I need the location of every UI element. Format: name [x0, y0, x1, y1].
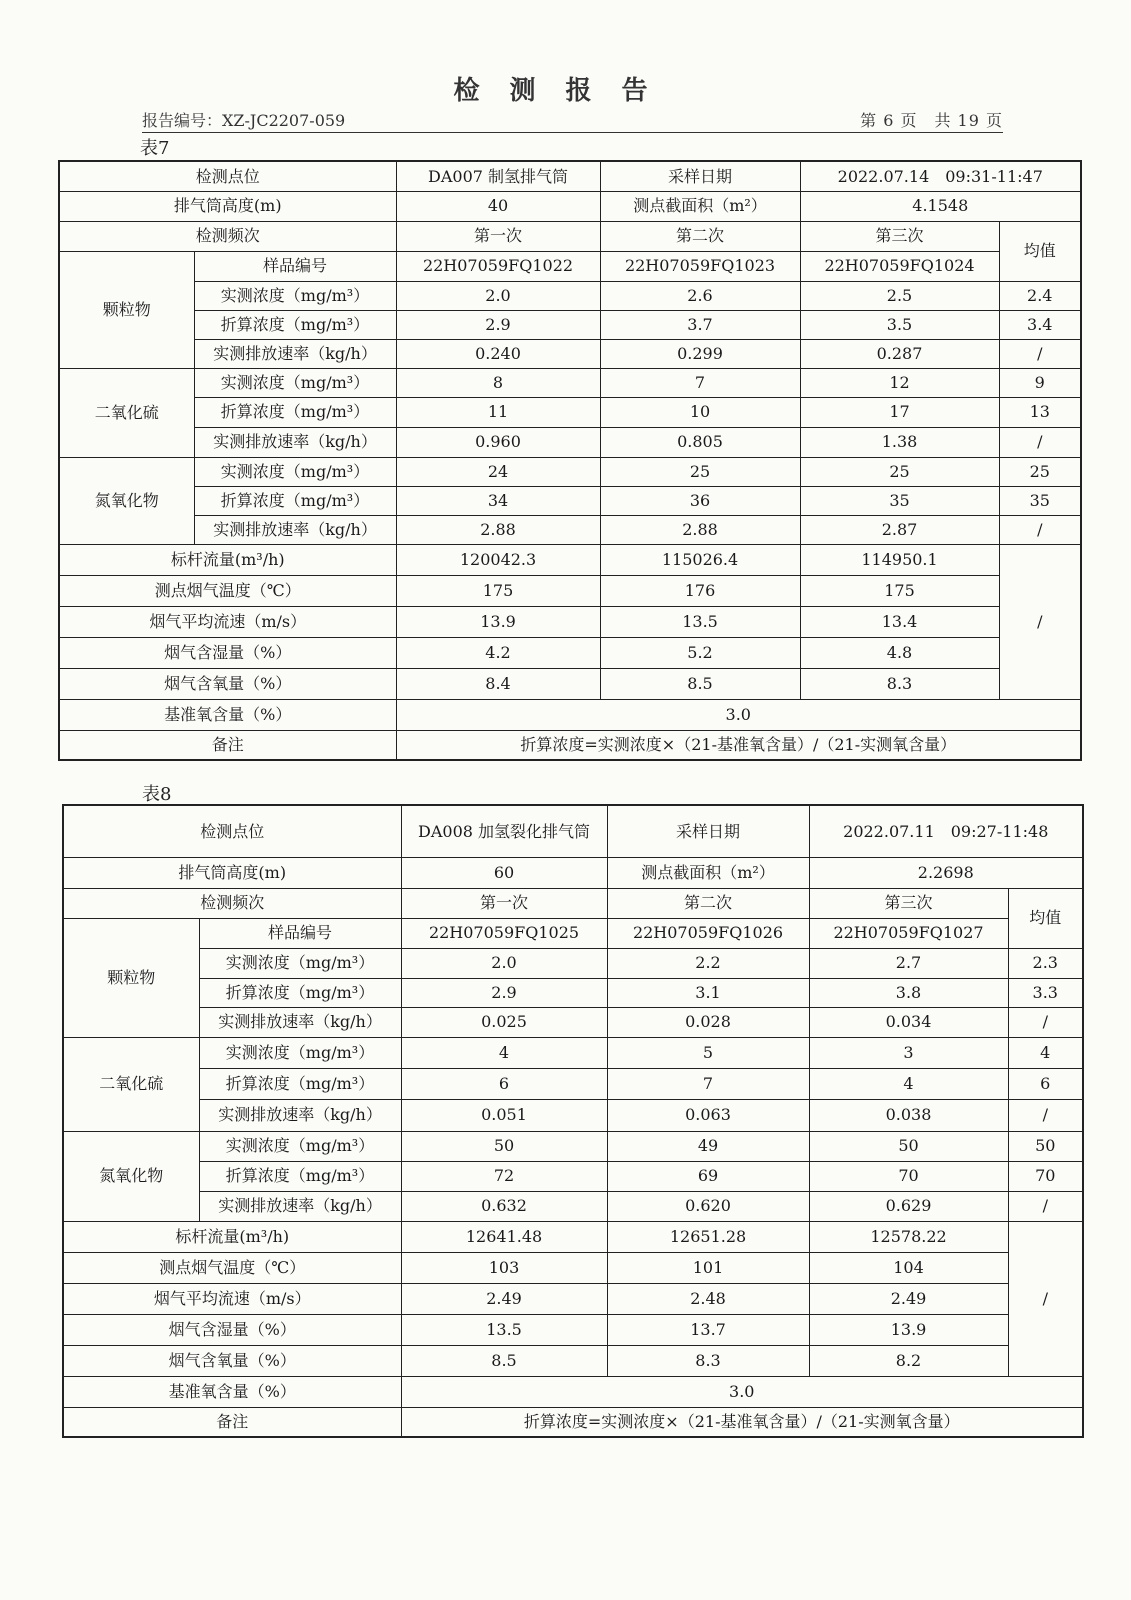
- cell: 25: [800, 457, 999, 486]
- label-avg: 均值: [1008, 888, 1083, 948]
- point-value: DA007 制氢排气筒: [396, 161, 600, 191]
- cell: 72: [401, 1161, 607, 1191]
- label-conv: 折算浓度（mg/m³）: [194, 310, 396, 339]
- table-8-label: 表8: [142, 784, 172, 805]
- label-second: 第二次: [600, 221, 800, 251]
- cell: 12641.48: [401, 1221, 607, 1252]
- cell: 5.2: [600, 637, 800, 668]
- cell: 175: [396, 575, 600, 606]
- cell: 2.0: [396, 281, 600, 310]
- label-so2: 二氧化硫: [59, 368, 194, 457]
- cell: 0.632: [401, 1191, 607, 1221]
- page-number: 第 6 页 共 19 页: [860, 111, 1003, 130]
- report-number: 报告编号：XZ-JC2207-059: [142, 111, 346, 130]
- label-rate: 实测排放速率（kg/h）: [194, 515, 396, 544]
- cell: /: [1008, 1099, 1083, 1131]
- cell: 6: [1008, 1068, 1083, 1099]
- sample-3: 22H07059FQ1024: [800, 251, 999, 281]
- cell: 2.88: [396, 515, 600, 544]
- label-avg: 均值: [999, 221, 1081, 281]
- label-freq: 检测频次: [59, 221, 396, 251]
- label-conc: 实测浓度（mg/m³）: [199, 1131, 401, 1161]
- cell: 70: [1008, 1161, 1083, 1191]
- label-speed: 烟气平均流速（m/s）: [63, 1283, 401, 1314]
- cell: 5: [607, 1037, 809, 1068]
- cell: 69: [607, 1161, 809, 1191]
- label-point: 检测点位: [59, 161, 396, 191]
- cell: 50: [401, 1131, 607, 1161]
- label-rate: 实测排放速率（kg/h）: [199, 1099, 401, 1131]
- cell: 120042.3: [396, 544, 600, 575]
- label-pm: 颗粒物: [59, 251, 194, 368]
- cell: 2.9: [396, 310, 600, 339]
- area-value: 2.2698: [809, 857, 1083, 888]
- cell: 2.49: [809, 1283, 1008, 1314]
- label-flow: 标杆流量(m³/h): [63, 1221, 401, 1252]
- label-conc: 实测浓度（mg/m³）: [194, 281, 396, 310]
- cell: 0.025: [401, 1007, 607, 1037]
- table-8: [62, 804, 1084, 1438]
- sample-1: 22H07059FQ1025: [401, 918, 607, 948]
- label-rate: 实测排放速率（kg/h）: [194, 339, 396, 368]
- label-height: 排气筒高度(m): [59, 191, 396, 221]
- cell: 8.2: [809, 1345, 1008, 1376]
- label-second: 第二次: [607, 888, 809, 918]
- cell: /: [999, 515, 1081, 544]
- page-title: 检测报告: [453, 76, 678, 106]
- cell: 13: [999, 397, 1081, 427]
- date-value: 2022.07.14 09:31-11:47: [800, 161, 1081, 191]
- cell: 0.287: [800, 339, 999, 368]
- cell: 25: [600, 457, 800, 486]
- cell: 25: [999, 457, 1081, 486]
- label-rate: 实测排放速率（kg/h）: [194, 427, 396, 457]
- label-third: 第三次: [809, 888, 1008, 918]
- cell: 2.49: [401, 1283, 607, 1314]
- label-conv: 折算浓度（mg/m³）: [199, 978, 401, 1007]
- cell: /: [999, 339, 1081, 368]
- label-conc: 实测浓度（mg/m³）: [199, 948, 401, 978]
- label-conc: 实测浓度（mg/m³）: [194, 457, 396, 486]
- cell: /: [1008, 1191, 1083, 1221]
- label-height: 排气筒高度(m): [63, 857, 401, 888]
- cell: 3.1: [607, 978, 809, 1007]
- cell: 13.4: [800, 606, 999, 637]
- sample-2: 22H07059FQ1023: [600, 251, 800, 281]
- cell: /: [1008, 1007, 1083, 1037]
- cell: 0.063: [607, 1099, 809, 1131]
- label-ref-oxy: 基准氧含量（%）: [59, 699, 396, 730]
- label-so2: 二氧化硫: [63, 1037, 199, 1131]
- cell: 2.4: [999, 281, 1081, 310]
- cell: 0.620: [607, 1191, 809, 1221]
- point-value: DA008 加氢裂化排气筒: [401, 805, 607, 857]
- label-conv: 折算浓度（mg/m³）: [199, 1068, 401, 1099]
- cell: 2.87: [800, 515, 999, 544]
- label-moist: 烟气含湿量（%）: [63, 1314, 401, 1345]
- cell: 7: [600, 368, 800, 397]
- label-sample-no: 样品编号: [194, 251, 396, 281]
- table-7-label: 表7: [140, 138, 170, 159]
- cell: 2.6: [600, 281, 800, 310]
- cell: 35: [999, 486, 1081, 515]
- label-conv: 折算浓度（mg/m³）: [194, 397, 396, 427]
- cell: 4: [401, 1037, 607, 1068]
- label-rate: 实测排放速率（kg/h）: [199, 1191, 401, 1221]
- cell: 8.4: [396, 668, 600, 699]
- cell: 1.38: [800, 427, 999, 457]
- area-value: 4.1548: [800, 191, 1081, 221]
- cell: 2.88: [600, 515, 800, 544]
- misc-avg: /: [999, 544, 1081, 699]
- label-moist: 烟气含湿量（%）: [59, 637, 396, 668]
- cell: 13.9: [809, 1314, 1008, 1345]
- cell: 17: [800, 397, 999, 427]
- cell: 12651.28: [607, 1221, 809, 1252]
- cell: 11: [396, 397, 600, 427]
- cell: 2.7: [809, 948, 1008, 978]
- label-temp: 测点烟气温度（℃）: [59, 575, 396, 606]
- cell: 104: [809, 1252, 1008, 1283]
- cell: 2.48: [607, 1283, 809, 1314]
- cell: 24: [396, 457, 600, 486]
- label-nox: 氮氧化物: [63, 1131, 199, 1221]
- label-nox: 氮氧化物: [59, 457, 194, 544]
- cell: 103: [401, 1252, 607, 1283]
- report-header: [142, 108, 1003, 133]
- cell: 0.960: [396, 427, 600, 457]
- cell: 0.034: [809, 1007, 1008, 1037]
- note-value: 折算浓度=实测浓度×（21-基准氧含量）/（21-实测氧含量）: [396, 730, 1081, 760]
- label-point: 检测点位: [63, 805, 401, 857]
- cell: 36: [600, 486, 800, 515]
- label-conv: 折算浓度（mg/m³）: [199, 1161, 401, 1191]
- cell: 13.7: [607, 1314, 809, 1345]
- label-first: 第一次: [396, 221, 600, 251]
- label-sample-no: 样品编号: [199, 918, 401, 948]
- cell: 50: [1008, 1131, 1083, 1161]
- cell: 175: [800, 575, 999, 606]
- cell: 12578.22: [809, 1221, 1008, 1252]
- cell: 8.5: [600, 668, 800, 699]
- cell: 4: [809, 1068, 1008, 1099]
- cell: 0.051: [401, 1099, 607, 1131]
- cell: 4.8: [800, 637, 999, 668]
- date-value: 2022.07.11 09:27-11:48: [809, 805, 1083, 857]
- cell: 0.240: [396, 339, 600, 368]
- label-temp: 测点烟气温度（℃）: [63, 1252, 401, 1283]
- cell: 0.038: [809, 1099, 1008, 1131]
- label-freq: 检测频次: [63, 888, 401, 918]
- cell: 13.9: [396, 606, 600, 637]
- cell: 49: [607, 1131, 809, 1161]
- sample-3: 22H07059FQ1027: [809, 918, 1008, 948]
- label-date: 采样日期: [600, 161, 800, 191]
- cell: 176: [600, 575, 800, 606]
- height-value: 40: [396, 191, 600, 221]
- cell: 115026.4: [600, 544, 800, 575]
- cell: 7: [607, 1068, 809, 1099]
- label-pm: 颗粒物: [63, 918, 199, 1037]
- sample-2: 22H07059FQ1026: [607, 918, 809, 948]
- cell: 8.3: [607, 1345, 809, 1376]
- cell: 3.3: [1008, 978, 1083, 1007]
- cell: 8.5: [401, 1345, 607, 1376]
- cell: 3: [809, 1037, 1008, 1068]
- label-date: 采样日期: [607, 805, 809, 857]
- cell: 9: [999, 368, 1081, 397]
- cell: 0.629: [809, 1191, 1008, 1221]
- label-oxy: 烟气含氧量（%）: [63, 1345, 401, 1376]
- label-conc: 实测浓度（mg/m³）: [194, 368, 396, 397]
- cell: 13.5: [401, 1314, 607, 1345]
- cell: 3.4: [999, 310, 1081, 339]
- cell: 10: [600, 397, 800, 427]
- cell: 2.3: [1008, 948, 1083, 978]
- cell: 35: [800, 486, 999, 515]
- cell: 8.3: [800, 668, 999, 699]
- cell: 34: [396, 486, 600, 515]
- label-note: 备注: [63, 1407, 401, 1437]
- misc-avg: /: [1008, 1221, 1083, 1376]
- cell: 4: [1008, 1037, 1083, 1068]
- label-rate: 实测排放速率（kg/h）: [199, 1007, 401, 1037]
- cell: 8: [396, 368, 600, 397]
- cell: 0.299: [600, 339, 800, 368]
- height-value: 60: [401, 857, 607, 888]
- label-third: 第三次: [800, 221, 999, 251]
- label-flow: 标杆流量(m³/h): [59, 544, 396, 575]
- table-7: [58, 160, 1082, 761]
- label-first: 第一次: [401, 888, 607, 918]
- cell: 2.5: [800, 281, 999, 310]
- cell: 13.5: [600, 606, 800, 637]
- note-value: 折算浓度=实测浓度×（21-基准氧含量）/（21-实测氧含量）: [401, 1407, 1083, 1437]
- label-note: 备注: [59, 730, 396, 760]
- cell: 3.8: [809, 978, 1008, 1007]
- cell: 4.2: [396, 637, 600, 668]
- ref-oxy-value: 3.0: [401, 1376, 1083, 1407]
- cell: 2.9: [401, 978, 607, 1007]
- cell: 2.0: [401, 948, 607, 978]
- cell: 114950.1: [800, 544, 999, 575]
- cell: 101: [607, 1252, 809, 1283]
- sample-1: 22H07059FQ1022: [396, 251, 600, 281]
- cell: 0.028: [607, 1007, 809, 1037]
- cell: 50: [809, 1131, 1008, 1161]
- cell: 70: [809, 1161, 1008, 1191]
- ref-oxy-value: 3.0: [396, 699, 1081, 730]
- cell: 6: [401, 1068, 607, 1099]
- label-oxy: 烟气含氧量（%）: [59, 668, 396, 699]
- label-ref-oxy: 基准氧含量（%）: [63, 1376, 401, 1407]
- cell: 2.2: [607, 948, 809, 978]
- cell: 3.7: [600, 310, 800, 339]
- cell: 0.805: [600, 427, 800, 457]
- label-area: 测点截面积（m²）: [600, 191, 800, 221]
- label-speed: 烟气平均流速（m/s）: [59, 606, 396, 637]
- label-conc: 实测浓度（mg/m³）: [199, 1037, 401, 1068]
- cell: /: [999, 427, 1081, 457]
- cell: 3.5: [800, 310, 999, 339]
- cell: 12: [800, 368, 999, 397]
- label-area: 测点截面积（m²）: [607, 857, 809, 888]
- label-conv: 折算浓度（mg/m³）: [194, 486, 396, 515]
